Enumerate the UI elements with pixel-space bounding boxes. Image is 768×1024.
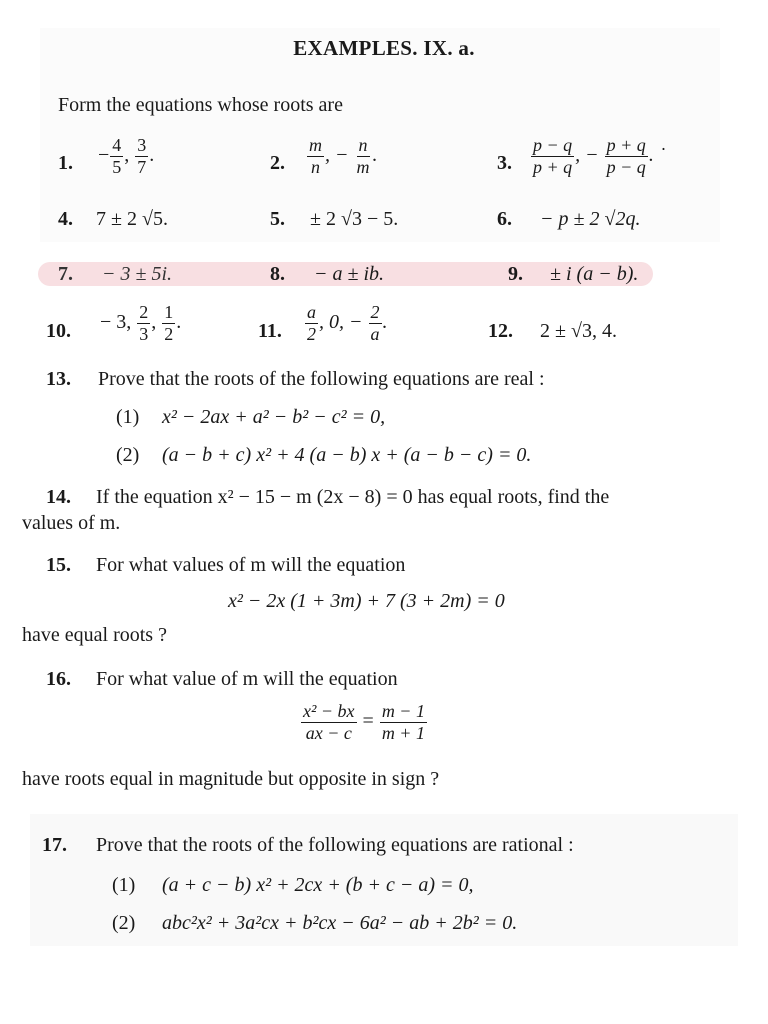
question-text: Prove that the roots of the following equations are rational : [96,834,574,856]
item-number: 5. [270,208,285,230]
item-expression: − 3, $\frac{2}{3}$ , $\frac{1}{2}$ . [100,302,182,344]
part-label: (2) [116,444,140,466]
part-equation: (a − b + c) x² + 4 (a − b) x + (a − b − c) = 0. [162,444,532,466]
item-expression: $\frac{p - q}{p + q}$ , − $\frac{p + q}{p - q}$ . ˙ [533,135,666,177]
item-number: 1. [58,152,73,174]
item-number: 10. [46,320,71,342]
item-number: 3. [497,152,512,174]
part-equation: abc²x² + 3a²cx + b²cx − 6a² − ab + 2b² = 0. [162,912,518,934]
question-number: 15. [46,554,71,576]
intro-text: Form the equations whose roots are [58,94,343,116]
display-equation: $\frac{\text{x² − bx}}{ax - c}$ = $\frac{m - 1}{m + 1}$ [303,701,425,743]
question-text: For what value of m will the equation [96,668,398,690]
question-text-continued: have roots equal in magnitude but opposite in sign ? [22,768,440,790]
item-number: 12. [488,320,513,342]
item-number: 7. [58,263,73,285]
question-number: 14. [46,486,71,508]
item-expression: ± 2 √3 − 5. [310,208,399,230]
item-number: 9. [508,263,523,285]
question-number: 13. [46,368,71,390]
page-title: EXAMPLES. IX. a. [293,36,475,60]
item-number: 8. [270,263,285,285]
item-number: 2. [270,152,285,174]
part-label: (2) [112,912,136,934]
item-expression: $\frac{a}{2}$ , 0, − $\frac{2}{a}$ . [307,302,388,344]
question-text-continued: values of m. [22,512,121,534]
question-text: If the equation x² − 15 − m (2x − 8) = 0 has equal roots, find the [96,486,610,508]
item-number: 4. [58,208,73,230]
item-expression: 7 ± 2 √5. [96,208,168,230]
part-equation: x² − 2ax + a² − b² − c² = 0, [162,406,386,428]
item-expression: 2 ± √3, 4. [540,320,617,342]
question-text-continued: have equal roots ? [22,624,167,646]
item-expression: − 3 ± 5i. [102,263,173,285]
item-number: 6. [497,208,512,230]
item-expression: − $\frac{4}{5}$ , $\frac{3}{7}$ . [98,135,155,177]
part-label: (1) [116,406,140,428]
question-number: 16. [46,668,71,690]
question-text: Prove that the roots of the following equations are real : [98,368,545,390]
part-equation: (a + c − b) x² + 2cx + (b + c − a) = 0, [162,874,474,896]
item-expression: $\frac{m}{n}$ , − $\frac{n}{m}$ . [309,135,378,177]
item-number: 11. [258,320,282,342]
display-equation: x² − 2x (1 + 3m) + 7 (3 + 2m) = 0 [228,590,505,612]
question-number: 17. [42,834,67,856]
item-expression: − p ± 2 √2q. [540,208,641,230]
item-expression: ± i (a − b). [550,263,639,285]
item-expression: − a ± ib. [314,263,385,285]
part-label: (1) [112,874,136,896]
question-text: For what values of m will the equation [96,554,406,576]
